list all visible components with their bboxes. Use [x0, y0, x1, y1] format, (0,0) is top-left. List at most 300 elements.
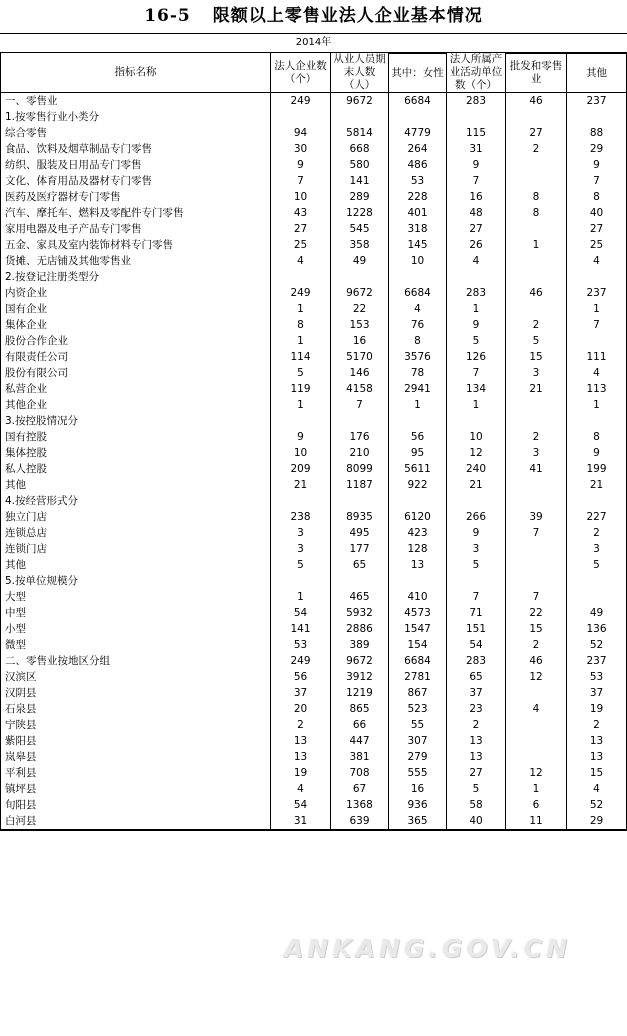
cell-value: 8: [567, 429, 627, 445]
cell-value: 21: [447, 477, 506, 493]
cell-value: [389, 109, 447, 125]
table-row: [1, 317, 627, 333]
row-label: 宁陕县: [1, 717, 271, 733]
cell-value: 111: [567, 349, 627, 365]
table-row: [1, 93, 627, 110]
cell-value: 936: [389, 797, 447, 813]
row-label: 旬阳县: [1, 797, 271, 813]
cell-value: 39: [506, 509, 567, 525]
cell-value: 365: [389, 813, 447, 830]
cell-value: [567, 333, 627, 349]
cell-value: 40: [567, 205, 627, 221]
cell-value: 65: [447, 669, 506, 685]
cell-value: 5814: [331, 125, 389, 141]
cell-value: 22: [506, 605, 567, 621]
cell-value: 10: [271, 189, 331, 205]
cell-value: 865: [331, 701, 389, 717]
cell-value: 249: [271, 93, 331, 110]
row-label: 综合零售: [1, 125, 271, 141]
cell-value: 8: [506, 205, 567, 221]
cell-value: 65: [331, 557, 389, 573]
cell-value: 1547: [389, 621, 447, 637]
table-row: [1, 173, 627, 189]
row-label: 国有控股: [1, 429, 271, 445]
cell-value: [389, 269, 447, 285]
cell-value: [506, 109, 567, 125]
cell-value: 1: [271, 397, 331, 413]
cell-value: 40: [447, 813, 506, 830]
cell-value: 1219: [331, 685, 389, 701]
cell-value: 2886: [331, 621, 389, 637]
cell-value: 154: [389, 637, 447, 653]
cell-value: 29: [567, 141, 627, 157]
table-row: [1, 765, 627, 781]
row-label: 汽车、摩托车、燃料及零配件专门零售: [1, 205, 271, 221]
cell-value: 237: [567, 93, 627, 110]
cell-value: 9672: [331, 285, 389, 301]
cell-value: 15: [506, 621, 567, 637]
cell-value: 523: [389, 701, 447, 717]
cell-value: 115: [447, 125, 506, 141]
table-row: [1, 477, 627, 493]
table-row: [1, 557, 627, 573]
cell-value: 12: [447, 445, 506, 461]
cell-value: [567, 493, 627, 509]
header-employees: 从业人员期末人数（人）: [331, 53, 389, 93]
row-label: 镇坪县: [1, 781, 271, 797]
cell-value: 41: [506, 461, 567, 477]
cell-value: 9: [271, 429, 331, 445]
table-row: [1, 637, 627, 653]
cell-value: 43: [271, 205, 331, 221]
cell-value: 3: [506, 445, 567, 461]
table-row: [1, 701, 627, 717]
cell-value: [567, 589, 627, 605]
table-row: [1, 493, 627, 509]
cell-value: 4: [447, 253, 506, 269]
cell-value: 708: [331, 765, 389, 781]
table-row: [1, 221, 627, 237]
cell-value: 1: [506, 237, 567, 253]
cell-value: 5170: [331, 349, 389, 365]
cell-value: 237: [567, 285, 627, 301]
cell-value: 53: [271, 637, 331, 653]
table-row: [1, 365, 627, 381]
row-label: 文化、体育用品及器材专门零售: [1, 173, 271, 189]
table-row: [1, 461, 627, 477]
cell-value: 279: [389, 749, 447, 765]
row-label: 微型: [1, 637, 271, 653]
row-label: 医药及医疗器材专门零售: [1, 189, 271, 205]
cell-value: 249: [271, 653, 331, 669]
row-label: 小型: [1, 621, 271, 637]
row-label: 5.按单位规模分: [1, 573, 271, 589]
row-label: 2.按登记注册类型分: [1, 269, 271, 285]
table-row: [1, 109, 627, 125]
cell-value: 307: [389, 733, 447, 749]
cell-value: 9: [447, 157, 506, 173]
cell-value: 5: [271, 557, 331, 573]
cell-value: 8: [271, 317, 331, 333]
cell-value: 141: [331, 173, 389, 189]
cell-value: [506, 557, 567, 573]
cell-value: 56: [389, 429, 447, 445]
cell-value: 5: [447, 781, 506, 797]
table-row: [1, 333, 627, 349]
cell-value: 23: [447, 701, 506, 717]
table-row: [1, 349, 627, 365]
cell-value: 136: [567, 621, 627, 637]
cell-value: 26: [447, 237, 506, 253]
cell-value: [567, 573, 627, 589]
row-label: 内资企业: [1, 285, 271, 301]
table-row: [1, 141, 627, 157]
cell-value: 7: [447, 589, 506, 605]
cell-value: 1: [506, 781, 567, 797]
cell-value: 151: [447, 621, 506, 637]
cell-value: 15: [567, 765, 627, 781]
table-row: [1, 285, 627, 301]
cell-value: [271, 109, 331, 125]
cell-value: [506, 301, 567, 317]
cell-value: 54: [447, 637, 506, 653]
cell-value: 8099: [331, 461, 389, 477]
cell-value: [447, 269, 506, 285]
cell-value: 94: [271, 125, 331, 141]
cell-value: 49: [331, 253, 389, 269]
cell-value: 228: [389, 189, 447, 205]
cell-value: 21: [567, 477, 627, 493]
cell-value: 5611: [389, 461, 447, 477]
cell-value: 13: [271, 749, 331, 765]
cell-value: 1: [447, 397, 506, 413]
row-label: 其他: [1, 557, 271, 573]
cell-value: 16: [331, 333, 389, 349]
cell-value: 10: [271, 445, 331, 461]
cell-value: 11: [506, 813, 567, 830]
cell-value: 1: [271, 589, 331, 605]
cell-value: 2: [506, 141, 567, 157]
table-row: [1, 717, 627, 733]
cell-value: 7: [506, 525, 567, 541]
cell-value: 7: [331, 397, 389, 413]
cell-value: 423: [389, 525, 447, 541]
table-row: [1, 125, 627, 141]
cell-value: 318: [389, 221, 447, 237]
cell-value: 13: [389, 557, 447, 573]
cell-value: 1: [567, 301, 627, 317]
table-row: [1, 573, 627, 589]
cell-value: 545: [331, 221, 389, 237]
cell-value: 21: [506, 381, 567, 397]
row-label: 家用电器及电子产品专门零售: [1, 221, 271, 237]
cell-value: 13: [447, 749, 506, 765]
cell-value: 9: [447, 317, 506, 333]
cell-value: 27: [447, 765, 506, 781]
cell-value: [331, 493, 389, 509]
cell-value: 78: [389, 365, 447, 381]
cell-value: [506, 173, 567, 189]
cell-value: 31: [447, 141, 506, 157]
cell-value: [567, 269, 627, 285]
table-row: [1, 253, 627, 269]
cell-value: 128: [389, 541, 447, 557]
cell-value: 4: [567, 781, 627, 797]
cell-value: 465: [331, 589, 389, 605]
cell-value: 3: [506, 365, 567, 381]
cell-value: 176: [331, 429, 389, 445]
cell-value: 3: [567, 541, 627, 557]
cell-value: 30: [271, 141, 331, 157]
cell-value: [506, 157, 567, 173]
cell-value: 486: [389, 157, 447, 173]
table-row: [1, 189, 627, 205]
cell-value: 1: [447, 301, 506, 317]
cell-value: [506, 221, 567, 237]
cell-value: 48: [447, 205, 506, 221]
cell-value: [506, 749, 567, 765]
cell-value: [506, 493, 567, 509]
table-row: [1, 269, 627, 285]
cell-value: 266: [447, 509, 506, 525]
cell-value: 237: [567, 653, 627, 669]
cell-value: [389, 413, 447, 429]
cell-value: 639: [331, 813, 389, 830]
cell-value: 240: [447, 461, 506, 477]
cell-value: 114: [271, 349, 331, 365]
row-label: 紫阳县: [1, 733, 271, 749]
cell-value: [506, 413, 567, 429]
row-label: 石泉县: [1, 701, 271, 717]
row-label: 汉滨区: [1, 669, 271, 685]
row-label: 集体企业: [1, 317, 271, 333]
table-row: [1, 509, 627, 525]
cell-value: 227: [567, 509, 627, 525]
cell-value: 2: [506, 637, 567, 653]
cell-value: 283: [447, 653, 506, 669]
cell-value: [447, 109, 506, 125]
table-row: [1, 797, 627, 813]
cell-value: 119: [271, 381, 331, 397]
cell-value: 13: [567, 733, 627, 749]
row-label: 货摊、无店铺及其他零售业: [1, 253, 271, 269]
header-other: 其他: [567, 54, 627, 93]
cell-value: 2: [567, 717, 627, 733]
cell-value: [271, 493, 331, 509]
cell-value: 1368: [331, 797, 389, 813]
cell-value: 146: [331, 365, 389, 381]
row-label: 私营企业: [1, 381, 271, 397]
cell-value: 7: [506, 589, 567, 605]
cell-value: 1: [271, 333, 331, 349]
header-activity-units: 法人所属产业活动单位数（个）: [447, 53, 506, 93]
table-row: [1, 589, 627, 605]
cell-value: 668: [331, 141, 389, 157]
row-label: 其他: [1, 477, 271, 493]
row-label: 二、零售业按地区分组: [1, 653, 271, 669]
row-label: 股份有限公司: [1, 365, 271, 381]
cell-value: [567, 109, 627, 125]
cell-value: 238: [271, 509, 331, 525]
row-label: 白河县: [1, 813, 271, 830]
header-wholesale-retail: 批发和零售业: [506, 54, 567, 93]
data-table: [0, 52, 627, 831]
cell-value: 9672: [331, 93, 389, 110]
cell-value: 55: [389, 717, 447, 733]
cell-value: 495: [331, 525, 389, 541]
year-label: 2014年: [295, 37, 332, 48]
header-legal-entities: 法人企业数（个）: [271, 53, 331, 93]
cell-value: 7: [567, 173, 627, 189]
cell-value: 4158: [331, 381, 389, 397]
cell-value: 3912: [331, 669, 389, 685]
cell-value: [447, 493, 506, 509]
cell-value: [331, 269, 389, 285]
row-label: 3.按控股情况分: [1, 413, 271, 429]
row-label: 平利县: [1, 765, 271, 781]
cell-value: 29: [567, 813, 627, 830]
cell-value: 7: [447, 173, 506, 189]
cell-value: 210: [331, 445, 389, 461]
cell-value: 249: [271, 285, 331, 301]
cell-value: 27: [567, 221, 627, 237]
cell-value: 289: [331, 189, 389, 205]
cell-value: 5932: [331, 605, 389, 621]
cell-value: 49: [567, 605, 627, 621]
cell-value: [271, 269, 331, 285]
row-label: 私人控股: [1, 461, 271, 477]
cell-value: 37: [271, 685, 331, 701]
cell-value: [506, 477, 567, 493]
row-label: 集体控股: [1, 445, 271, 461]
table-row: [1, 205, 627, 221]
cell-value: 54: [271, 797, 331, 813]
cell-value: 4: [389, 301, 447, 317]
row-label: 大型: [1, 589, 271, 605]
cell-value: 141: [271, 621, 331, 637]
row-label: 股份合作企业: [1, 333, 271, 349]
cell-value: 134: [447, 381, 506, 397]
table-body: [1, 93, 627, 831]
cell-value: 66: [331, 717, 389, 733]
cell-value: 19: [567, 701, 627, 717]
cell-value: 5: [506, 333, 567, 349]
row-label: 连锁门店: [1, 541, 271, 557]
cell-value: 12: [506, 765, 567, 781]
cell-value: [506, 397, 567, 413]
table-row: [1, 685, 627, 701]
cell-value: [506, 573, 567, 589]
cell-value: 5: [447, 557, 506, 573]
cell-value: 6684: [389, 285, 447, 301]
table-row: [1, 413, 627, 429]
cell-value: 22: [331, 301, 389, 317]
cell-value: 20: [271, 701, 331, 717]
cell-value: 177: [331, 541, 389, 557]
cell-value: [506, 541, 567, 557]
cell-value: 4: [271, 781, 331, 797]
row-label: 一、零售业: [1, 93, 271, 110]
cell-value: 13: [271, 733, 331, 749]
cell-value: 5: [447, 333, 506, 349]
table-row: [1, 525, 627, 541]
cell-value: [331, 413, 389, 429]
row-label: 连锁总店: [1, 525, 271, 541]
cell-value: 283: [447, 285, 506, 301]
table-row: [1, 541, 627, 557]
table-row: [1, 301, 627, 317]
cell-value: 6684: [389, 93, 447, 110]
cell-value: 95: [389, 445, 447, 461]
cell-value: 9: [567, 445, 627, 461]
cell-value: 401: [389, 205, 447, 221]
cell-value: 2941: [389, 381, 447, 397]
cell-value: 2: [506, 429, 567, 445]
cell-value: 126: [447, 349, 506, 365]
cell-value: 6: [506, 797, 567, 813]
header-female: 其中：女性: [389, 54, 447, 93]
cell-value: [389, 573, 447, 589]
table-row: [1, 237, 627, 253]
cell-value: 46: [506, 285, 567, 301]
cell-value: [389, 493, 447, 509]
cell-value: 3: [447, 541, 506, 557]
cell-value: 58: [447, 797, 506, 813]
cell-value: 37: [447, 685, 506, 701]
cell-value: 12: [506, 669, 567, 685]
cell-value: 52: [567, 797, 627, 813]
table-row: [1, 605, 627, 621]
cell-value: 2: [271, 717, 331, 733]
cell-value: 9: [271, 157, 331, 173]
cell-value: 145: [389, 237, 447, 253]
cell-value: 8935: [331, 509, 389, 525]
table-row: [1, 813, 627, 830]
table-row: [1, 429, 627, 445]
table-row: [1, 781, 627, 797]
cell-value: 54: [271, 605, 331, 621]
cell-value: 9: [447, 525, 506, 541]
cell-value: 358: [331, 237, 389, 253]
row-label: 纺织、服装及日用品专门零售: [1, 157, 271, 173]
page-title: [0, 4, 627, 28]
cell-value: 389: [331, 637, 389, 653]
cell-value: 447: [331, 733, 389, 749]
cell-value: [506, 685, 567, 701]
cell-value: 4: [567, 253, 627, 269]
cell-value: 15: [506, 349, 567, 365]
cell-value: 13: [567, 749, 627, 765]
cell-value: 2: [567, 525, 627, 541]
cell-value: 153: [331, 317, 389, 333]
cell-value: 7: [271, 173, 331, 189]
cell-value: 67: [331, 781, 389, 797]
row-label: 有限责任公司: [1, 349, 271, 365]
cell-value: 5: [567, 557, 627, 573]
cell-value: 27: [447, 221, 506, 237]
cell-value: 2781: [389, 669, 447, 685]
cell-value: 1187: [331, 477, 389, 493]
watermark-text: ANKANG.GOV.CN: [283, 934, 571, 963]
cell-value: 209: [271, 461, 331, 477]
cell-value: 6684: [389, 653, 447, 669]
table-row: [1, 733, 627, 749]
cell-value: 5: [271, 365, 331, 381]
cell-value: 3: [271, 541, 331, 557]
cell-value: 4: [567, 365, 627, 381]
cell-value: 1: [389, 397, 447, 413]
cell-value: 4: [506, 701, 567, 717]
